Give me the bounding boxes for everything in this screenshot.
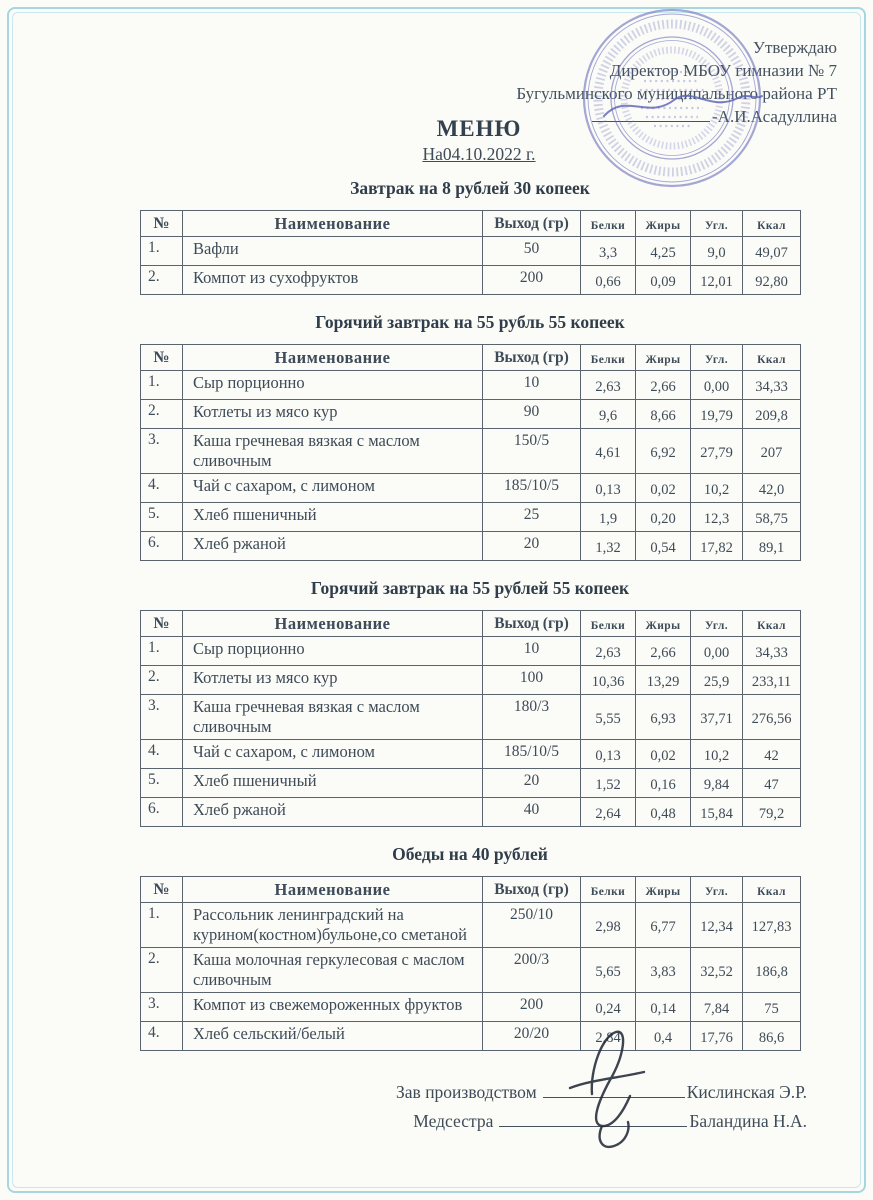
table-cell: 0,09 (636, 266, 691, 295)
table-cell: 2. (141, 666, 183, 695)
column-header: Ккал (743, 211, 801, 237)
table-cell: Котлеты из мясо кур (183, 666, 483, 695)
column-header: Угл. (691, 211, 743, 237)
table-cell: 1,9 (581, 503, 636, 532)
table-cell: Хлеб сельский/белый (183, 1022, 483, 1051)
approval-signer-name: -А.И.Асадуллина (712, 107, 837, 126)
menu-section (140, 844, 800, 1051)
table-header-row (141, 345, 801, 371)
table-row (141, 503, 801, 532)
table-cell: Чай с сахаром, с лимоном (183, 474, 483, 503)
column-header: Выход (гр) (483, 611, 581, 637)
table-cell: 4. (141, 474, 183, 503)
table-cell: 7,84 (691, 993, 743, 1022)
table-cell: 86,6 (743, 1022, 801, 1051)
table-cell: 0,14 (636, 993, 691, 1022)
table-cell: 34,33 (743, 371, 801, 400)
table-cell: Каша гречневая вязкая с маслом сливочным (183, 429, 483, 474)
table-row (141, 266, 801, 295)
table-cell: 20 (483, 769, 581, 798)
menu-date: На04.10.2022 г. (422, 144, 536, 164)
table-cell: Хлеб ржаной (183, 532, 483, 561)
table-cell: 20/20 (483, 1022, 581, 1051)
table-cell: 40 (483, 798, 581, 827)
table-header-row (141, 611, 801, 637)
table-cell: 4,61 (581, 429, 636, 474)
table-body (141, 903, 801, 1051)
table-cell: 90 (483, 400, 581, 429)
column-header: Белки (581, 877, 636, 903)
table-cell: Котлеты из мясо кур (183, 400, 483, 429)
column-header: Наименование (183, 211, 483, 237)
table-cell: 0,02 (636, 740, 691, 769)
table-cell: 276,56 (743, 695, 801, 740)
column-header: Угл. (691, 877, 743, 903)
menu-table (140, 210, 801, 295)
table-cell: 0,20 (636, 503, 691, 532)
table-cell: 49,07 (743, 237, 801, 266)
table-cell: Каша молочная геркулесовая с маслом сливочным (183, 948, 483, 993)
column-header: Белки (581, 611, 636, 637)
table-cell: Хлеб пшеничный (183, 769, 483, 798)
table-cell: 37,71 (691, 695, 743, 740)
page-title: МЕНЮ (436, 116, 522, 141)
menu-section (140, 312, 800, 561)
column-header: Наименование (183, 877, 483, 903)
menu-table (140, 344, 801, 561)
table-cell: 0,24 (581, 993, 636, 1022)
table-header-row (141, 877, 801, 903)
table-row (141, 666, 801, 695)
table-cell: 92,80 (743, 266, 801, 295)
table-cell: 5. (141, 503, 183, 532)
column-header: Наименование (183, 611, 483, 637)
table-cell: 5. (141, 769, 183, 798)
table-cell: 2,98 (581, 903, 636, 948)
table-row (141, 993, 801, 1022)
table-cell: 0,66 (581, 266, 636, 295)
table-cell: 150/5 (483, 429, 581, 474)
table-cell: 0,48 (636, 798, 691, 827)
table-cell: 2,64 (581, 798, 636, 827)
section-title: Горячий завтрак на 55 рублей 55 копеек (310, 578, 630, 598)
table-cell: 27,79 (691, 429, 743, 474)
table-cell: 200 (483, 993, 581, 1022)
table-cell: 0,4 (636, 1022, 691, 1051)
table-cell: Хлеб ржаной (183, 798, 483, 827)
table-cell: 0,16 (636, 769, 691, 798)
menu-table (140, 876, 801, 1051)
table-cell: 209,8 (743, 400, 801, 429)
table-cell: 233,11 (743, 666, 801, 695)
table-cell: 200 (483, 266, 581, 295)
table-cell: Каша гречневая вязкая с маслом сливочным (183, 695, 483, 740)
table-cell: 0,00 (691, 371, 743, 400)
table-cell: 0,02 (636, 474, 691, 503)
table-cell: 185/10/5 (483, 474, 581, 503)
table-cell: 12,3 (691, 503, 743, 532)
table-row (141, 637, 801, 666)
table-cell: 250/10 (483, 903, 581, 948)
table-cell: 2. (141, 948, 183, 993)
table-row (141, 371, 801, 400)
table-cell: 1. (141, 371, 183, 400)
table-cell: 3,83 (636, 948, 691, 993)
column-header: Ккал (743, 877, 801, 903)
table-cell: Рассольник ленинградский на курином(костном)бульоне,со сметаной (183, 903, 483, 948)
table-cell: 1. (141, 637, 183, 666)
table-cell: 32,52 (691, 948, 743, 993)
column-header: № (141, 345, 183, 371)
table-cell: 75 (743, 993, 801, 1022)
column-header: Выход (гр) (483, 211, 581, 237)
table-cell: 127,83 (743, 903, 801, 948)
table-cell: 79,2 (743, 798, 801, 827)
table-cell: 15,84 (691, 798, 743, 827)
table-cell: 0,13 (581, 474, 636, 503)
table-header-row (141, 211, 801, 237)
table-cell: 25,9 (691, 666, 743, 695)
table-cell: 185/10/5 (483, 740, 581, 769)
table-cell: 34,33 (743, 637, 801, 666)
table-cell: 10,36 (581, 666, 636, 695)
menu-section (140, 178, 800, 295)
table-cell: 42,0 (743, 474, 801, 503)
table-body (141, 637, 801, 827)
approval-line-2: Директор МБОУ гимназии № 7 (609, 61, 837, 80)
table-cell: 4. (141, 740, 183, 769)
table-cell: 5,65 (581, 948, 636, 993)
table-cell: 3. (141, 695, 183, 740)
table-cell: 25 (483, 503, 581, 532)
table-cell: 6,93 (636, 695, 691, 740)
table-row (141, 474, 801, 503)
table-cell: 2,66 (636, 371, 691, 400)
table-cell: 17,82 (691, 532, 743, 561)
table-cell: 0,54 (636, 532, 691, 561)
table-cell: 12,34 (691, 903, 743, 948)
approval-line-1: Утверждаю (752, 38, 837, 57)
table-cell: 47 (743, 769, 801, 798)
table-cell: Вафли (183, 237, 483, 266)
table-cell: 8,66 (636, 400, 691, 429)
table-cell: Компот из свежемороженных фруктов (183, 993, 483, 1022)
table-cell: 2,63 (581, 637, 636, 666)
table-row (141, 429, 801, 474)
table-cell: 9,84 (691, 769, 743, 798)
table-cell: 42 (743, 740, 801, 769)
table-cell: 200/3 (483, 948, 581, 993)
table-cell: 1. (141, 903, 183, 948)
table-cell: 19,79 (691, 400, 743, 429)
table-row (141, 695, 801, 740)
table-cell: Сыр порционно (183, 637, 483, 666)
approval-line-3: Бугульминского муниципального района РТ (516, 84, 837, 103)
table-cell: 6,77 (636, 903, 691, 948)
column-header: Угл. (691, 611, 743, 637)
menu-section (140, 578, 800, 827)
table-cell: 89,1 (743, 532, 801, 561)
table-cell: 17,76 (691, 1022, 743, 1051)
table-row (141, 237, 801, 266)
table-cell: 20 (483, 532, 581, 561)
table-cell: 10,2 (691, 740, 743, 769)
section-title: Обеды на 40 рублей (392, 844, 548, 864)
table-cell: 2,63 (581, 371, 636, 400)
table-row (141, 1022, 801, 1051)
table-cell: 5,55 (581, 695, 636, 740)
table-body (141, 237, 801, 295)
menu-table (140, 610, 801, 827)
table-cell: 4. (141, 1022, 183, 1051)
table-cell: 207 (743, 429, 801, 474)
table-cell: 1,52 (581, 769, 636, 798)
column-header: Выход (гр) (483, 345, 581, 371)
table-cell: 50 (483, 237, 581, 266)
table-cell: 180/3 (483, 695, 581, 740)
table-cell: Хлеб пшеничный (183, 503, 483, 532)
table-cell: 6. (141, 798, 183, 827)
column-header: № (141, 211, 183, 237)
tables-container (140, 178, 800, 1051)
table-cell: 9,6 (581, 400, 636, 429)
nurse-label: Медсестра (413, 1111, 494, 1131)
handwritten-signature-icon (540, 1022, 690, 1157)
table-cell: 12,01 (691, 266, 743, 295)
table-cell: 0,13 (581, 740, 636, 769)
column-header: Ккал (743, 345, 801, 371)
production-manager-label: Зав производством (396, 1082, 537, 1102)
table-cell: 2. (141, 266, 183, 295)
table-cell: 9,0 (691, 237, 743, 266)
column-header: Угл. (691, 345, 743, 371)
section-title: Завтрак на 8 рублей 30 копеек (350, 178, 590, 198)
column-header: Ккал (743, 611, 801, 637)
table-cell: 13,29 (636, 666, 691, 695)
table-row (141, 948, 801, 993)
table-body (141, 371, 801, 561)
table-row (141, 769, 801, 798)
table-row (141, 903, 801, 948)
table-cell: 1. (141, 237, 183, 266)
column-header: Жиры (636, 611, 691, 637)
table-cell: 186,8 (743, 948, 801, 993)
table-cell: 3. (141, 993, 183, 1022)
table-cell: 4,25 (636, 237, 691, 266)
table-row (141, 740, 801, 769)
column-header: Жиры (636, 345, 691, 371)
column-header: Выход (гр) (483, 877, 581, 903)
table-cell: 10,2 (691, 474, 743, 503)
table-cell: 100 (483, 666, 581, 695)
nurse-name: Баландина Н.А. (689, 1111, 807, 1131)
table-cell: Компот из сухофруктов (183, 266, 483, 295)
table-row (141, 400, 801, 429)
table-cell: 58,75 (743, 503, 801, 532)
table-cell: 10 (483, 637, 581, 666)
table-cell: 6,92 (636, 429, 691, 474)
table-cell: 0,00 (691, 637, 743, 666)
table-cell: 3. (141, 429, 183, 474)
column-header: Белки (581, 211, 636, 237)
column-header: Наименование (183, 345, 483, 371)
table-row (141, 532, 801, 561)
column-header: Жиры (636, 211, 691, 237)
table-cell: 6. (141, 532, 183, 561)
column-header: № (141, 877, 183, 903)
table-row (141, 798, 801, 827)
table-cell: Чай с сахаром, с лимоном (183, 740, 483, 769)
table-cell: 2,84 (581, 1022, 636, 1051)
table-cell: 10 (483, 371, 581, 400)
table-cell: 2. (141, 400, 183, 429)
table-cell: 1,32 (581, 532, 636, 561)
table-cell: 2,66 (636, 637, 691, 666)
table-cell: Сыр порционно (183, 371, 483, 400)
section-title: Горячий завтрак на 55 рубль 55 копеек (315, 312, 625, 332)
column-header: Белки (581, 345, 636, 371)
column-header: Жиры (636, 877, 691, 903)
document-content (140, 116, 800, 1051)
table-cell: 3,3 (581, 237, 636, 266)
production-manager-name: Кислинская Э.Р. (686, 1082, 807, 1102)
column-header: № (141, 611, 183, 637)
